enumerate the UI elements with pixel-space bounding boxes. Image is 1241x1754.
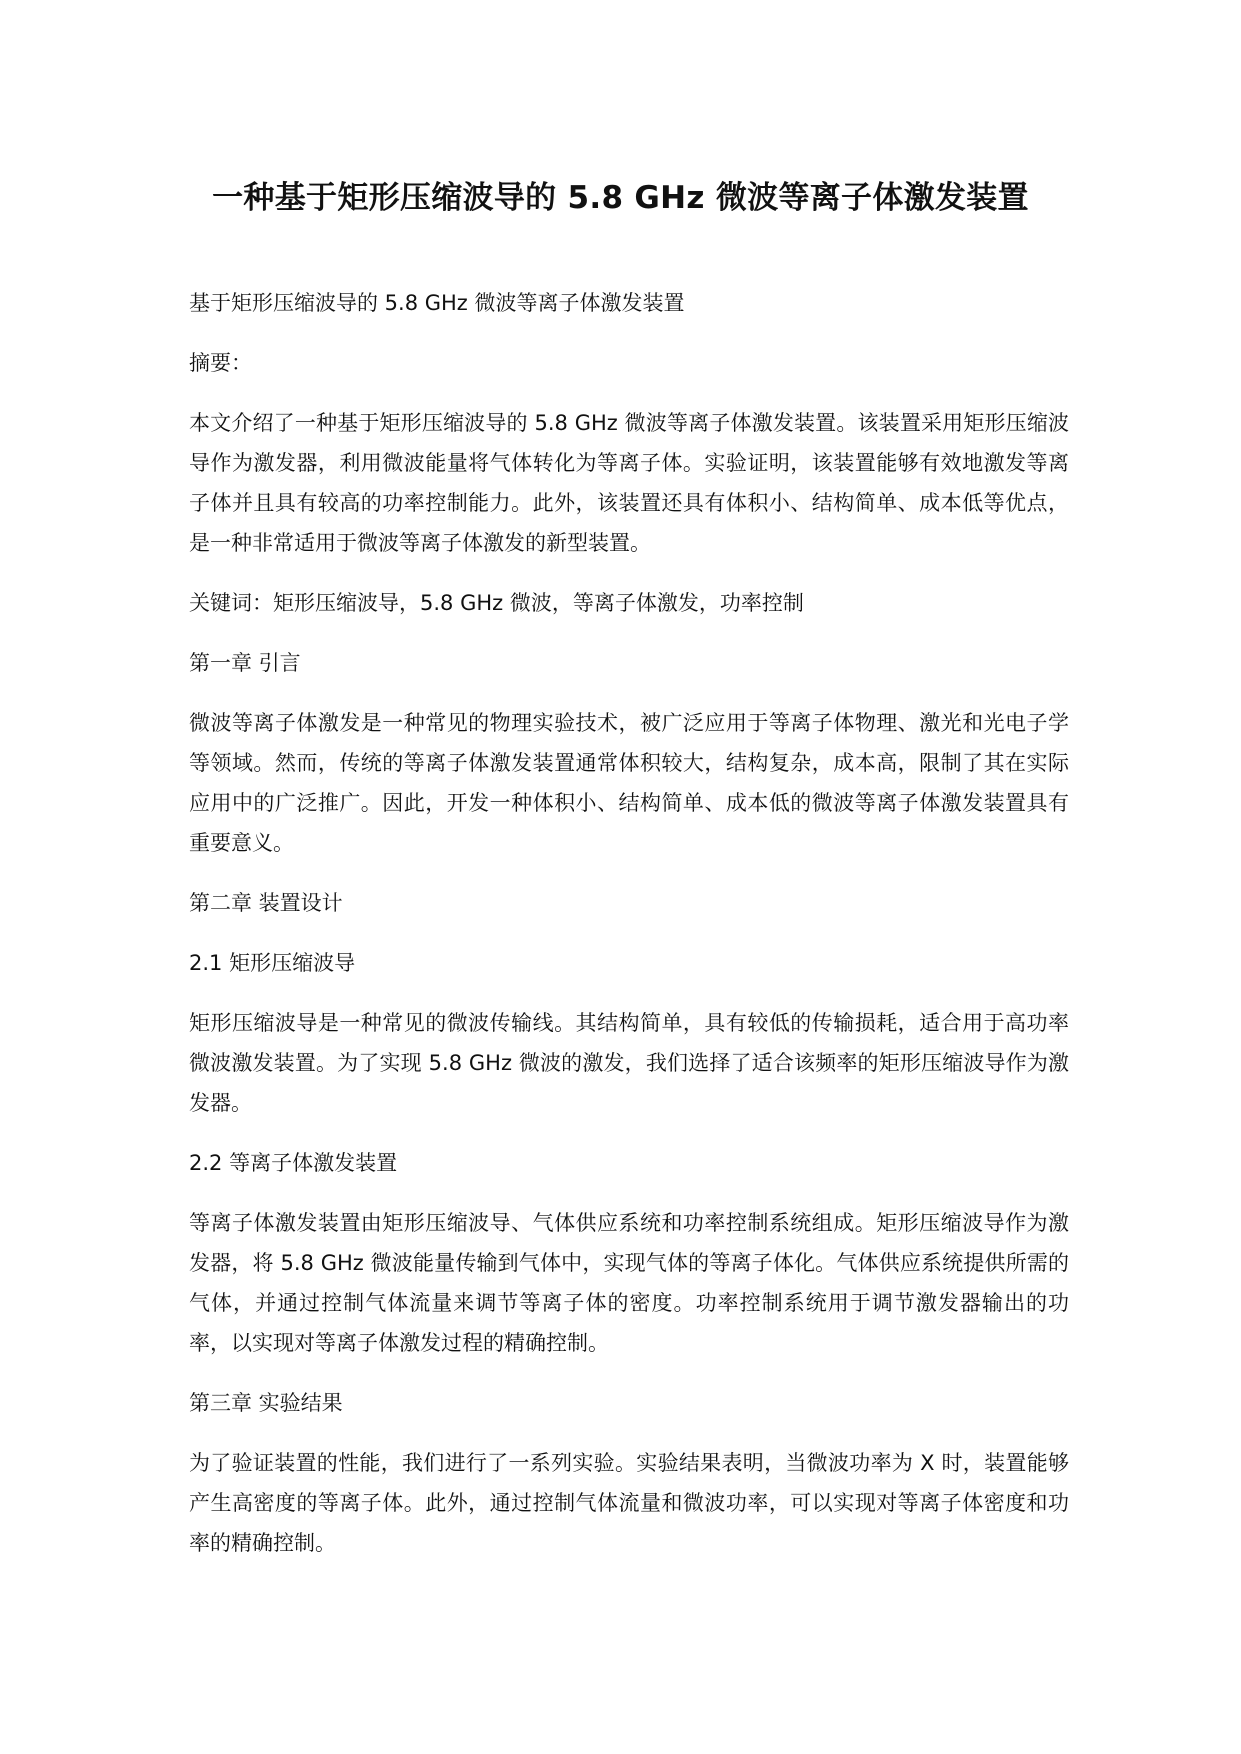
section-2-2-paragraph: 等离子体激发装置由矩形压缩波导、气体供应系统和功率控制系统组成。矩形压缩波导作为激发器，将 5.8 GHz 微波能量传输到气体中，实现气体的等离子体化。气体供应系统提供所需的气体，并通过控制气体流量来调节等离子体的密度。功率控制系统用于调节激发器输出的功率，以实现对等离子体激发过程的精确控制。	[189, 1211, 1069, 1355]
document-subtitle: 基于矩形压缩波导的 5.8 GHz 微波等离子体激发装置	[189, 291, 685, 315]
document-body	[189, 283, 1069, 1583]
chapter3-paragraph: 为了验证装置的性能，我们进行了一系列实验。实验结果表明，当微波功率为 X 时，装置能够产生高密度的等离子体。此外，通过控制气体流量和微波功率，可以实现对等离子体密度和功率的精确控制。	[189, 1451, 1069, 1555]
abstract-paragraph: 本文介绍了一种基于矩形压缩波导的 5.8 GHz 微波等离子体激发装置。该装置采用矩形压缩波导作为激发器，利用微波能量将气体转化为等离子体。实验证明，该装置能够有效地激发等离子体并且具有较高的功率控制能力。此外，该装置还具有体积小、结构简单、成本低等优点，是一种非常适用于微波等离子体激发的新型装置。	[189, 411, 1069, 555]
chapter1-heading: 第一章 引言	[189, 651, 301, 675]
document-title: 一种基于矩形压缩波导的 5.8 GHz 微波等离子体激发装置	[212, 180, 1029, 216]
section-2-1-paragraph: 矩形压缩波导是一种常见的微波传输线。其结构简单，具有较低的传输损耗，适合用于高功率微波激发装置。为了实现 5.8 GHz 微波的激发，我们选择了适合该频率的矩形压缩波导作为激发器。	[189, 1011, 1069, 1115]
abstract-label: 摘要：	[189, 351, 252, 375]
chapter3-heading: 第三章 实验结果	[189, 1391, 343, 1415]
keywords-line: 关键词：矩形压缩波导，5.8 GHz 微波，等离子体激发，功率控制	[189, 591, 804, 615]
section-2-2-heading: 2.2 等离子体激发装置	[189, 1151, 398, 1175]
chapter2-heading: 第二章 装置设计	[189, 891, 343, 915]
chapter1-paragraph: 微波等离子体激发是一种常见的物理实验技术，被广泛应用于等离子体物理、激光和光电子学等领域。然而，传统的等离子体激发装置通常体积较大，结构复杂，成本高，限制了其在实际应用中的广泛推广。因此，开发一种体积小、结构简单、成本低的微波等离子体激发装置具有重要意义。	[189, 711, 1069, 855]
section-2-1-heading: 2.1 矩形压缩波导	[189, 951, 356, 975]
